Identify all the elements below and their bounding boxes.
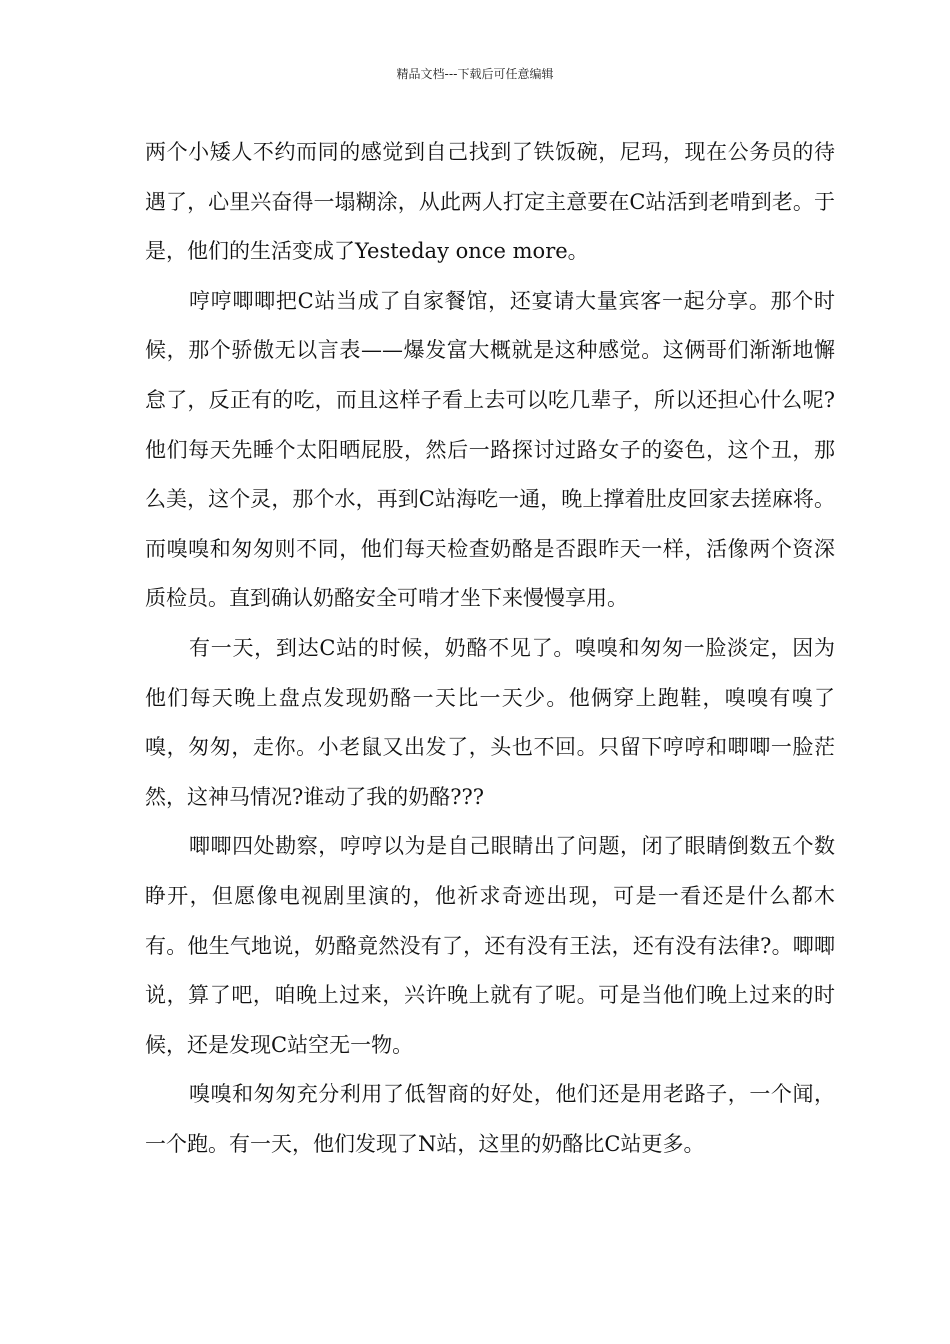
document-body bbox=[145, 128, 835, 1169]
paragraph: 哼哼唧唧把C站当成了自家餐馆，还宴请大量宾客一起分享。那个时候，那个骄傲无以言表——爆发富大概就是这种感觉。这俩哥们渐渐地懈怠了，反正有的吃，而且这样子看上去可以吃几辈子，所以还担心什么呢?他们每天先睡个太阳晒屁股，然后一路探讨过路女子的姿色，这个丑，那么美，这个灵，那个水，再到C站海吃一通，晚上撑着肚皮回家去搓麻将。而嗅嗅和匆匆则不同，他们每天检查奶酪是否跟昨天一样，活像两个资深质检员。直到确认奶酪安全可啃才坐下来慢慢享用。 bbox=[145, 288, 835, 611]
paragraph: 嗅嗅和匆匆充分利用了低智商的好处，他们还是用老路子，一个闻，一个跑。有一天，他们发现了N站，这里的奶酪比C站更多。 bbox=[145, 1082, 835, 1156]
paragraph: 唧唧四处勘察，哼哼以为是自己眼睛出了问题，闭了眼睛倒数五个数睁开，但愿像电视剧里演的，他祈求奇迹出现，可是一看还是什么都木有。他生气地说，奶酪竟然没有了，还有没有王法，还有没有法律?。唧唧说，算了吧，咱晚上过来，兴许晚上就有了呢。可是当他们晚上过来的时候，还是发现C站空无一物。 bbox=[145, 834, 835, 1057]
page-header: 精品文档---下载后可任意编辑 bbox=[396, 67, 554, 81]
paragraph: 两个小矮人不约而同的感觉到自己找到了铁饭碗，尼玛，现在公务员的待遇了，心里兴奋得一塌糊涂，从此两人打定主意要在C站活到老啃到老。于是，他们的生活变成了Yesteday once more。 bbox=[145, 140, 835, 264]
paragraph: 有一天，到达C站的时候，奶酪不见了。嗅嗅和匆匆一脸淡定，因为他们每天晚上盘点发现奶酪一天比一天少。他俩穿上跑鞋，嗅嗅有嗅了嗅，匆匆，走你。小老鼠又出发了，头也不回。只留下哼哼和唧唧一脸茫然，这神马情况?谁动了我的奶酪??? bbox=[145, 635, 835, 809]
